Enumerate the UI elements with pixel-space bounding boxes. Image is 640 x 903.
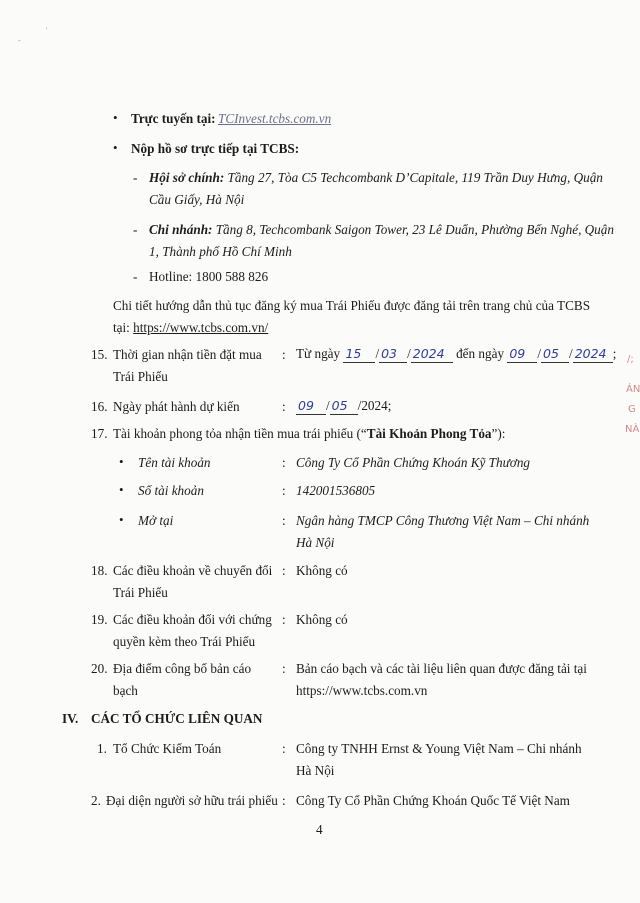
item-number: 15. xyxy=(91,347,108,362)
scan-speck: ' xyxy=(46,26,48,35)
item-value: Công Ty Cổ Phần Chứng Khoán Quốc Tế Việt Nam xyxy=(296,793,570,808)
opened-at-label: Mở tại xyxy=(138,513,174,528)
branch-address-2: 1, Thành phố Hồ Chí Minh xyxy=(149,244,292,259)
item-value: Không có xyxy=(296,563,348,578)
dash-icon: - xyxy=(133,222,138,237)
hotline: Hotline: 1800 588 826 xyxy=(149,269,269,284)
item-label: bạch xyxy=(113,683,138,698)
online-label: Trực tuyến tại: xyxy=(131,111,216,126)
online-link[interactable]: TCInvest.tcbs.com.vn xyxy=(218,111,332,126)
bullet-icon: • xyxy=(113,140,118,155)
prospectus-link[interactable]: https://www.tcbs.com.vn xyxy=(296,683,428,698)
margin-stamp-mark: /; xyxy=(627,354,634,365)
handwritten-day: 09 xyxy=(507,346,537,363)
colon: : xyxy=(282,347,286,362)
colon: : xyxy=(282,513,286,528)
item-label: Trái Phiếu xyxy=(113,585,168,600)
head-office-title: Hội sở chính: xyxy=(149,170,225,185)
bullet-icon: • xyxy=(119,454,124,469)
item-number: 18. xyxy=(91,563,108,578)
colon: : xyxy=(282,612,286,627)
bullet-icon: • xyxy=(113,110,118,125)
handwritten-month: 05 xyxy=(330,398,358,415)
margin-stamp-mark: G xyxy=(628,404,636,415)
item-label: Đại diện người sở hữu trái phiếu xyxy=(106,793,278,808)
head-office-address: Tầng 27, Tòa C5 Techcombank D’Capitale, 119 Trần Duy Hưng, Quận xyxy=(227,170,603,185)
item-label: Tổ Chức Kiểm Toán xyxy=(113,741,222,756)
escrow-account-heading xyxy=(113,426,505,442)
subscription-period: Từ ngày 15 / 03 / 2024 đến ngày 09 / 05 / 2024 ; xyxy=(296,346,617,361)
to-label: đến ngày xyxy=(456,346,505,361)
item-label: Các điều khoản đối với chứng xyxy=(113,612,272,627)
guide-link-line xyxy=(113,320,268,336)
item-value: Công ty TNHH Ernst & Young Việt Nam – Chi nhánh xyxy=(296,741,582,756)
section-number: IV. xyxy=(62,711,79,726)
dash-icon: - xyxy=(133,269,138,284)
heading-post: ”): xyxy=(491,426,506,441)
heading-bold: Tài Khoản Phong Tỏa xyxy=(366,426,492,441)
margin-stamp-mark: ÁN xyxy=(626,384,640,395)
colon: : xyxy=(282,793,286,808)
branch-address: Tầng 8, Techcombank Saigon Tower, 23 Lê Duẩn, Phường Bến Nghé, Quận xyxy=(215,222,614,237)
account-name-label: Tên tài khoản xyxy=(138,455,211,470)
account-name-value: Công Ty Cổ Phần Chứng Khoán Kỹ Thương xyxy=(296,455,531,470)
colon: : xyxy=(282,741,286,756)
colon: : xyxy=(282,455,286,470)
handwritten-month: 03 xyxy=(379,346,407,363)
item-label: Trái Phiếu xyxy=(113,369,168,384)
bullet-icon: • xyxy=(119,512,124,527)
item-number: 16. xyxy=(91,399,108,414)
branch-line xyxy=(149,222,614,238)
guide-text: Chi tiết hướng dẫn thủ tục đăng ký mua Trái Phiếu được đăng tải trên trang chủ của TCBS xyxy=(113,298,591,313)
colon: : xyxy=(282,399,286,414)
section-title: CÁC TỔ CHỨC LIÊN QUAN xyxy=(91,711,263,726)
item-label: Thời gian nhận tiền đặt mua xyxy=(113,347,262,362)
handwritten-year: 2024 xyxy=(573,346,613,363)
direct-label: Nộp hồ sơ trực tiếp tại TCBS: xyxy=(131,141,300,156)
colon: : xyxy=(282,563,286,578)
item-number: 20. xyxy=(91,661,108,676)
handwritten-month: 05 xyxy=(541,346,569,363)
item-number: 19. xyxy=(91,612,108,627)
page-number: 4 xyxy=(316,822,323,837)
guide-prefix: tại: xyxy=(113,320,134,335)
item-value: Không có xyxy=(296,612,348,627)
handwritten-day: 15 xyxy=(343,346,375,363)
item-label: Các điều khoản về chuyển đổi xyxy=(113,563,273,578)
item-label: Ngày phát hành dự kiến xyxy=(113,399,240,414)
item-label: quyền kèm theo Trái Phiếu xyxy=(113,634,256,649)
head-office-address-2: Cầu Giấy, Hà Nội xyxy=(149,192,245,207)
colon: : xyxy=(282,661,286,676)
from-label: Từ ngày xyxy=(296,346,341,361)
item-label: Địa điểm công bố bản cáo xyxy=(113,661,252,676)
issue-year: /2024; xyxy=(357,398,392,413)
bullet-icon: • xyxy=(119,482,124,497)
dash-icon: - xyxy=(133,170,138,185)
handwritten-day: 09 xyxy=(296,398,326,415)
account-number-value: 142001536805 xyxy=(296,483,376,498)
opened-at-value-2: Hà Nội xyxy=(296,535,335,550)
item-number: 1. xyxy=(97,741,107,756)
item-value: Bản cáo bạch và các tài liệu liên quan được đăng tải tại xyxy=(296,661,587,676)
end-semicolon: ; xyxy=(612,346,617,361)
account-number-label: Số tài khoản xyxy=(138,483,204,498)
handwritten-year: 2024 xyxy=(411,346,453,363)
branch-title: Chi nhánh: xyxy=(149,222,213,237)
opened-at-value: Ngân hàng TMCP Công Thương Việt Nam – Chi nhánh xyxy=(296,513,590,528)
heading-pre: Tài khoản phong tỏa nhận tiền mua trái phiếu (“ xyxy=(113,426,367,441)
item-number: 17. xyxy=(91,426,108,441)
colon: : xyxy=(282,483,286,498)
head-office-line xyxy=(149,170,603,186)
scan-speck: - xyxy=(18,36,21,45)
issue-date: 09 / 05 /2024; xyxy=(298,398,392,413)
guide-url-link[interactable]: https://www.tcbs.com.vn/ xyxy=(133,320,269,335)
item-value-2: Hà Nội xyxy=(296,763,335,778)
margin-stamp-mark: NÀ xyxy=(625,424,640,435)
item-number: 2. xyxy=(91,793,101,808)
